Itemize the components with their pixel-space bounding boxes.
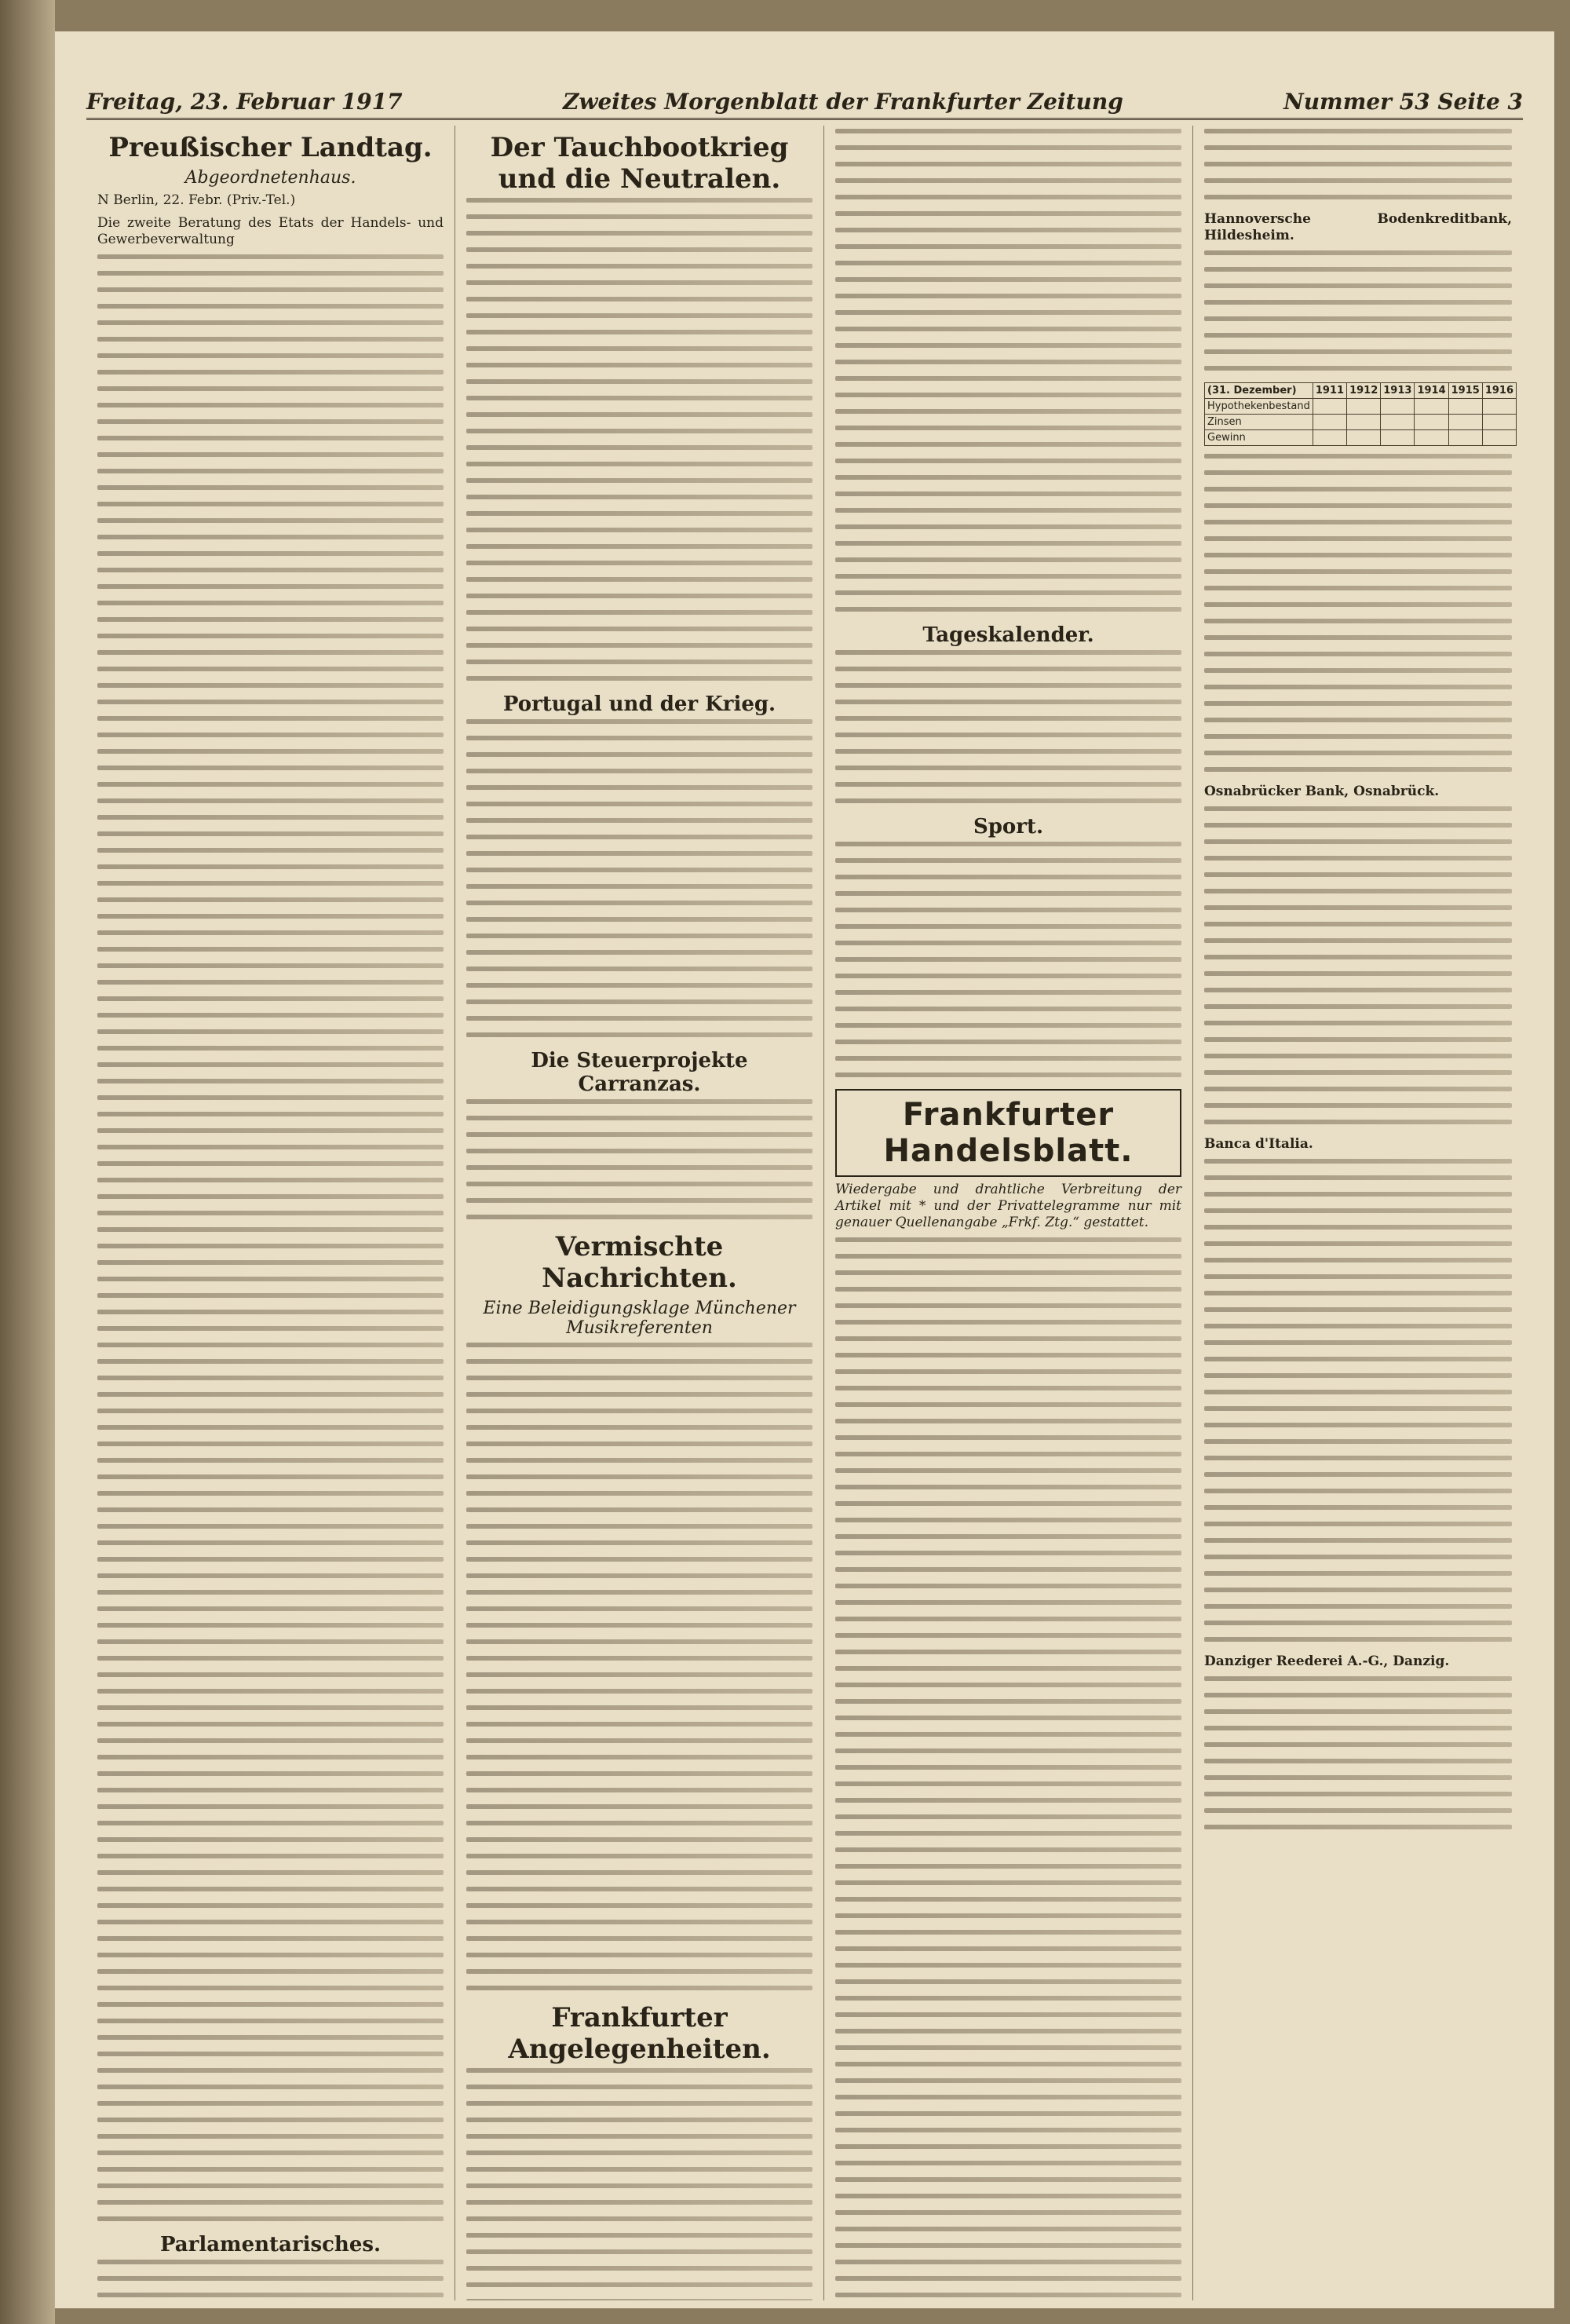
- text-block: [466, 198, 812, 681]
- text-block: [97, 2260, 444, 2300]
- section-carranza: Die Steuerprojekte Carranzas.: [531, 1049, 748, 1096]
- column-4: [1193, 126, 1523, 2300]
- article-lead: Die zweite Beratung des Etats der Handels- und Gewerbeverwaltung: [97, 215, 444, 247]
- text-block: [1204, 454, 1512, 772]
- company-hannoversche: Hannoversche Bodenkreditbank, Hildesheim.: [1204, 211, 1512, 243]
- table-row: [1205, 399, 1517, 415]
- company-danziger-reederei: Danziger Reederei A.-G., Danzig.: [1204, 1653, 1450, 1669]
- table-header-cell: 1913: [1381, 383, 1415, 399]
- masthead-date: Freitag, 23. Februar 1917: [86, 89, 403, 115]
- masthead-title: Zweites Morgenblatt der Frankfurter Zeitung: [562, 89, 1123, 115]
- section-parlamentarisches: Parlamentarisches.: [159, 2233, 382, 2256]
- text-block: [466, 719, 812, 1037]
- text-block: [1204, 250, 1512, 371]
- table-cell: Zinsen: [1205, 415, 1313, 430]
- section-vermischte: Vermischte Nachrichten.: [542, 1231, 737, 1294]
- table-row: [1205, 430, 1517, 446]
- article-subtitle: Abgeordnetenhaus.: [184, 168, 356, 188]
- text-block: [835, 650, 1181, 803]
- text-block: [1204, 806, 1512, 1124]
- newspaper-page: [55, 31, 1554, 2308]
- column-2: [455, 126, 824, 2300]
- text-block: [466, 1343, 812, 1990]
- table-header-cell: 1916: [1482, 383, 1516, 399]
- table-header-cell: 1914: [1415, 383, 1448, 399]
- text-block: [97, 254, 444, 2221]
- dateline: N Berlin, 22. Febr. (Priv.-Tel.): [97, 192, 296, 208]
- handelsblatt-note: Wiedergabe und drahtliche Verbreitung der Artikel mit * und der Privattelegramme nur mit genauer Quellenangabe „Frkf. Ztg.“ gestattet.: [835, 1182, 1181, 1230]
- handelsblatt-banner: Frankfurter Handelsblatt.: [835, 1089, 1181, 1177]
- text-block: [466, 2068, 812, 2300]
- table-cell: Hypothekenbestand: [1205, 399, 1313, 415]
- article-title-tauchboot: Der Tauchbootkrieg und die Neutralen.: [490, 132, 789, 195]
- column-1: [86, 126, 455, 2300]
- text-block: [1204, 1676, 1512, 1829]
- company-osnabruecker: Osnabrücker Bank, Osnabrück.: [1204, 784, 1440, 799]
- text-block: [835, 1237, 1181, 2300]
- article-title-landtag: Preußischer Landtag.: [108, 132, 433, 163]
- column-3: [824, 126, 1193, 2300]
- section-sport: Sport.: [973, 815, 1044, 839]
- table-header-cell: 1915: [1448, 383, 1482, 399]
- text-block: [835, 129, 1181, 612]
- table-cell: Gewinn: [1205, 430, 1313, 446]
- table-row: [1205, 415, 1517, 430]
- text-block: [1204, 1159, 1512, 1642]
- section-portugal: Portugal und der Krieg.: [502, 692, 776, 716]
- binding-gutter: [0, 0, 55, 2324]
- text-block: [835, 842, 1181, 1077]
- section-frankfurter-angelegenheiten: Frankfurter Angelegenheiten.: [508, 2002, 771, 2065]
- financial-table: [1204, 382, 1517, 446]
- text-block: [466, 1099, 812, 1219]
- text-block: [1204, 129, 1512, 199]
- section-tageskalender: Tageskalender.: [922, 623, 1094, 647]
- subsection-musikreferenten: Eine Beleidigungsklage Münchener Musikreferenten: [483, 1299, 796, 1338]
- table-header-cell: (31. Dezember): [1205, 383, 1313, 399]
- table-header-row: [1205, 383, 1517, 399]
- masthead-page-number: Nummer 53 Seite 3: [1283, 89, 1523, 115]
- table-header-cell: 1912: [1347, 383, 1381, 399]
- table-header-cell: 1911: [1313, 383, 1346, 399]
- page-masthead: [86, 79, 1523, 120]
- company-banca-italia: Banca d'Italia.: [1204, 1136, 1313, 1152]
